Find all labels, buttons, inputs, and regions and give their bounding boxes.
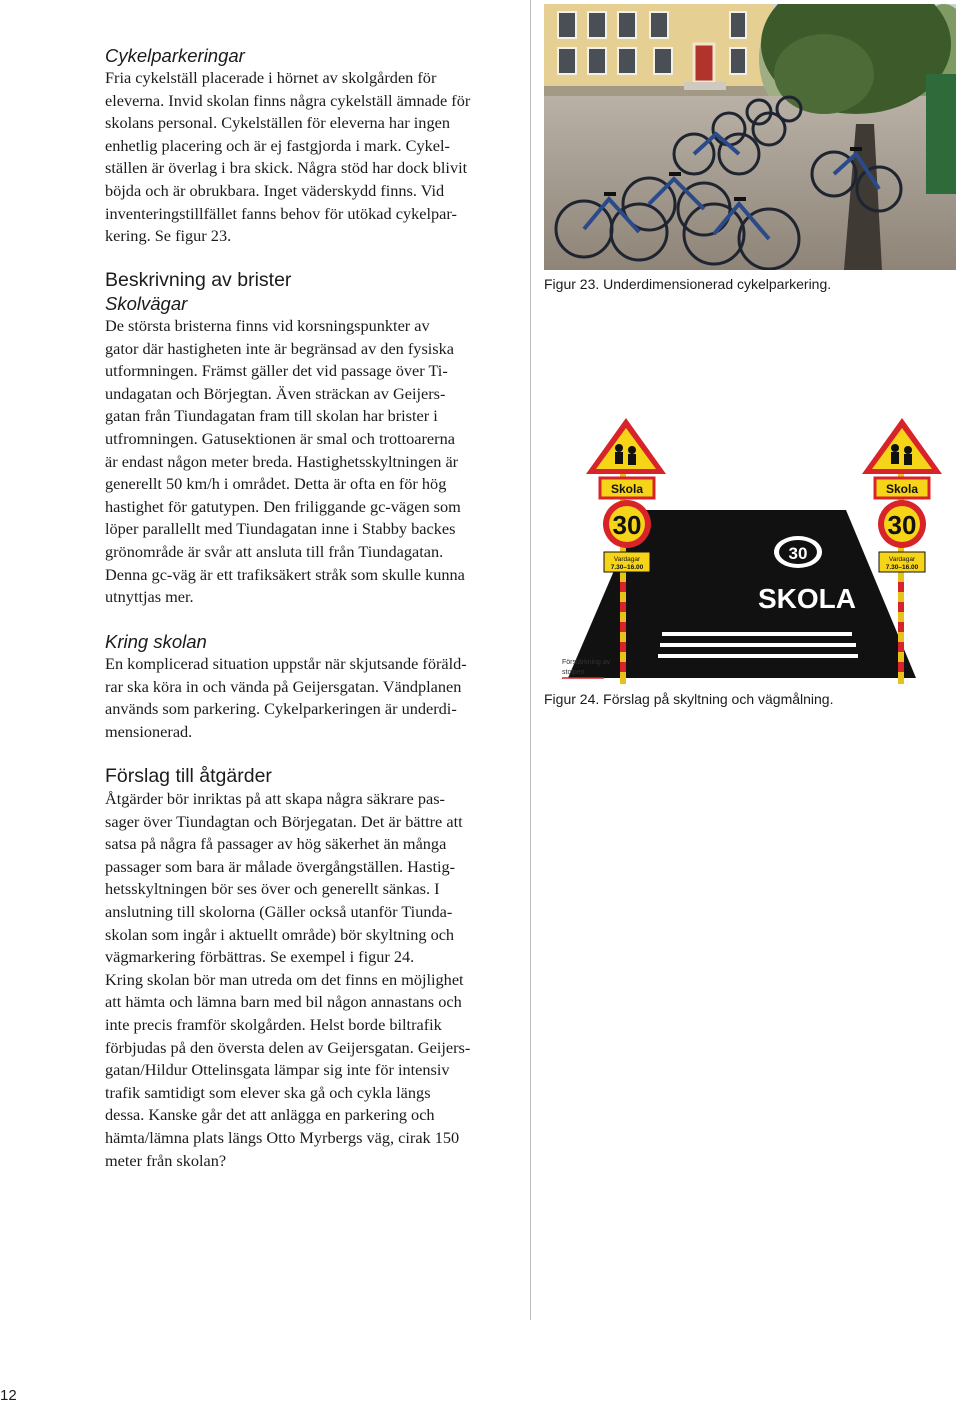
text-line: förbjudas på den översta delen av Geijersgatan. Geijers-	[105, 1037, 471, 1057]
text-line: En komplicerad situation uppstår när skjutsande föräld-	[105, 654, 467, 673]
text-line: Denna gc-väg är ett trafiksäkert stråk som skulle kunna	[105, 564, 465, 584]
page-number: 12	[0, 1387, 17, 1404]
text-line: löper parallellt med Tiundagatan inne i Stabby backes	[105, 519, 456, 539]
text-line: grönområde är svår att ansluta till från Tiundagatan.	[105, 541, 444, 561]
plate-line2: 7.30–16.00	[610, 564, 644, 571]
sign-skola-text: Skola	[885, 482, 919, 496]
text-line: vägmarkering förbättras. Se exempel i figur 24.	[105, 947, 415, 967]
text-line: De största bristerna finns vid korsningspunkter av	[105, 316, 430, 335]
text-line: ställen är överlag i bra skick. Några stöd har dock blivit	[105, 158, 468, 178]
text-line: mensionerad.	[105, 721, 193, 741]
figure-23-caption: Figur 23. Underdimensionerad cykelparkering.	[544, 276, 832, 292]
text-line: rar ska köra in och vända på Geijersgatan. Vändplanen	[105, 676, 462, 696]
plate-line1: Vardagar	[613, 556, 641, 563]
text-line: anslutning till skolorna (Gäller också utanför Tiunda-	[105, 901, 453, 921]
school-signage-illustration	[544, 412, 956, 684]
text-line: inventeringstillfället fanns behov för utökad cykelpar-	[105, 203, 457, 223]
text-line: kering. Se figur 23.	[105, 226, 232, 246]
bike-parking-photo	[544, 4, 956, 270]
text-line: inte precis framför skolgården. Helst borde biltrafik	[105, 1014, 442, 1034]
plate-line1: Vardagar	[888, 556, 916, 563]
text-line: hämta/lämna plats längs Otto Myrbergs väg, cirak 150	[105, 1127, 460, 1147]
text-line: böjda och är obrukbara. Inget väderskydd finns. Vid	[105, 180, 445, 200]
text-line: sager över Tiundagtan och Börjegatan. Det är bättre att	[105, 811, 463, 831]
text-line: gator där hastigheten inte är begränsad av den fysiska	[105, 338, 455, 358]
text-line: Åtgärder bör inriktas på att skapa några säkrare pas-	[105, 789, 445, 808]
text-line: satsa på några få passager av hög säkerhet än många	[105, 834, 447, 854]
paragraph	[105, 788, 523, 1172]
annotation-line2: stolpen	[562, 669, 585, 676]
text-line: att hämta och lämna barn med bil någon annastans och	[105, 992, 462, 1012]
text-line: Fria cykelställ placerade i hörnet av skolgården för	[105, 68, 437, 87]
paragraph	[105, 653, 523, 743]
sign-skola-text: Skola	[610, 482, 644, 496]
section-heading: Kring skolan	[105, 631, 207, 652]
text-line: hastighet för gatutypen. Den friliggande gc-vägen som	[105, 496, 461, 516]
road-speed-text: 30	[788, 544, 808, 563]
text-line: meter från skolan?	[105, 1150, 227, 1170]
paragraph	[105, 67, 523, 248]
road-school-text: SKOLA	[758, 583, 856, 614]
plate-line2: 7.30–16.00	[885, 564, 919, 571]
section-cykelparkeringar	[105, 44, 523, 248]
text-line: generellt 50 km/h i området. Detta är ofta en för hög	[105, 474, 447, 494]
text-line: utfromningen. Gatusektionen är smal och trottoarerna	[105, 428, 455, 448]
text-line: trafik samtidigt som elever ska gå och cykla längs	[105, 1082, 431, 1102]
text-line: hetsskyltningen bör ses över och generellt sänkas. I	[105, 879, 440, 899]
road-stripes	[658, 632, 858, 658]
section-heading: Cykelparkeringar	[105, 45, 245, 66]
text-line: gatan från Tiundagatan fram till skolan har brister i	[105, 406, 438, 426]
figure-23-photo	[544, 4, 956, 275]
figure-24-caption: Figur 24. Förslag på skyltning och vägmålning.	[544, 691, 834, 707]
section-subheading: Skolvägar	[105, 293, 188, 314]
text-line: eleverna. Invid skolan finns några cykelställ ämnade för	[105, 90, 471, 110]
section-forslag	[105, 765, 523, 1172]
section-heading: Förslag till åtgärder	[105, 765, 272, 787]
text-line: används som parkering. Cykelparkeringen är underdi-	[105, 699, 457, 719]
text-line: utnyttjas mer.	[105, 587, 194, 607]
sign-speed-text: 30	[887, 510, 917, 540]
text-line: passager som bara är målade övergångställen. Hastig-	[105, 856, 456, 876]
text-line: skolans personal. Cykelställen för eleverna har ingen	[105, 113, 450, 133]
section-kring-skolan	[105, 630, 523, 743]
figure-24-illustration	[544, 412, 956, 689]
text-line: Kring skolan bör man utreda om det finns en möjlighet	[105, 969, 464, 989]
text-line: skolan som ingår i aktuellt område) bör skyltning och	[105, 924, 455, 944]
text-line: dessa. Kanske går det att anlägga en parkering och	[105, 1105, 435, 1125]
text-line: gatan/Hildur Ottelinsgata lämpar sig inte för intensiv	[105, 1060, 450, 1080]
annotation-line1: Förstärkning av	[562, 659, 611, 666]
section-brister	[105, 269, 523, 609]
text-line: undagatan och Börjegtan. Även sträckan av Geijers-	[105, 383, 446, 403]
sign-speed-text: 30	[612, 510, 642, 540]
column-divider	[530, 0, 531, 1320]
paragraph	[105, 315, 523, 609]
text-line: utformningen. Främst gäller det vid passage över Ti-	[105, 361, 448, 381]
section-heading: Beskrivning av brister	[105, 269, 292, 291]
text-line: är endast någon meter breda. Hastighetsskyltningen är	[105, 451, 459, 471]
text-line: enhetlig placering och är ej fastgjorda i mark. Cykel-	[105, 135, 450, 155]
